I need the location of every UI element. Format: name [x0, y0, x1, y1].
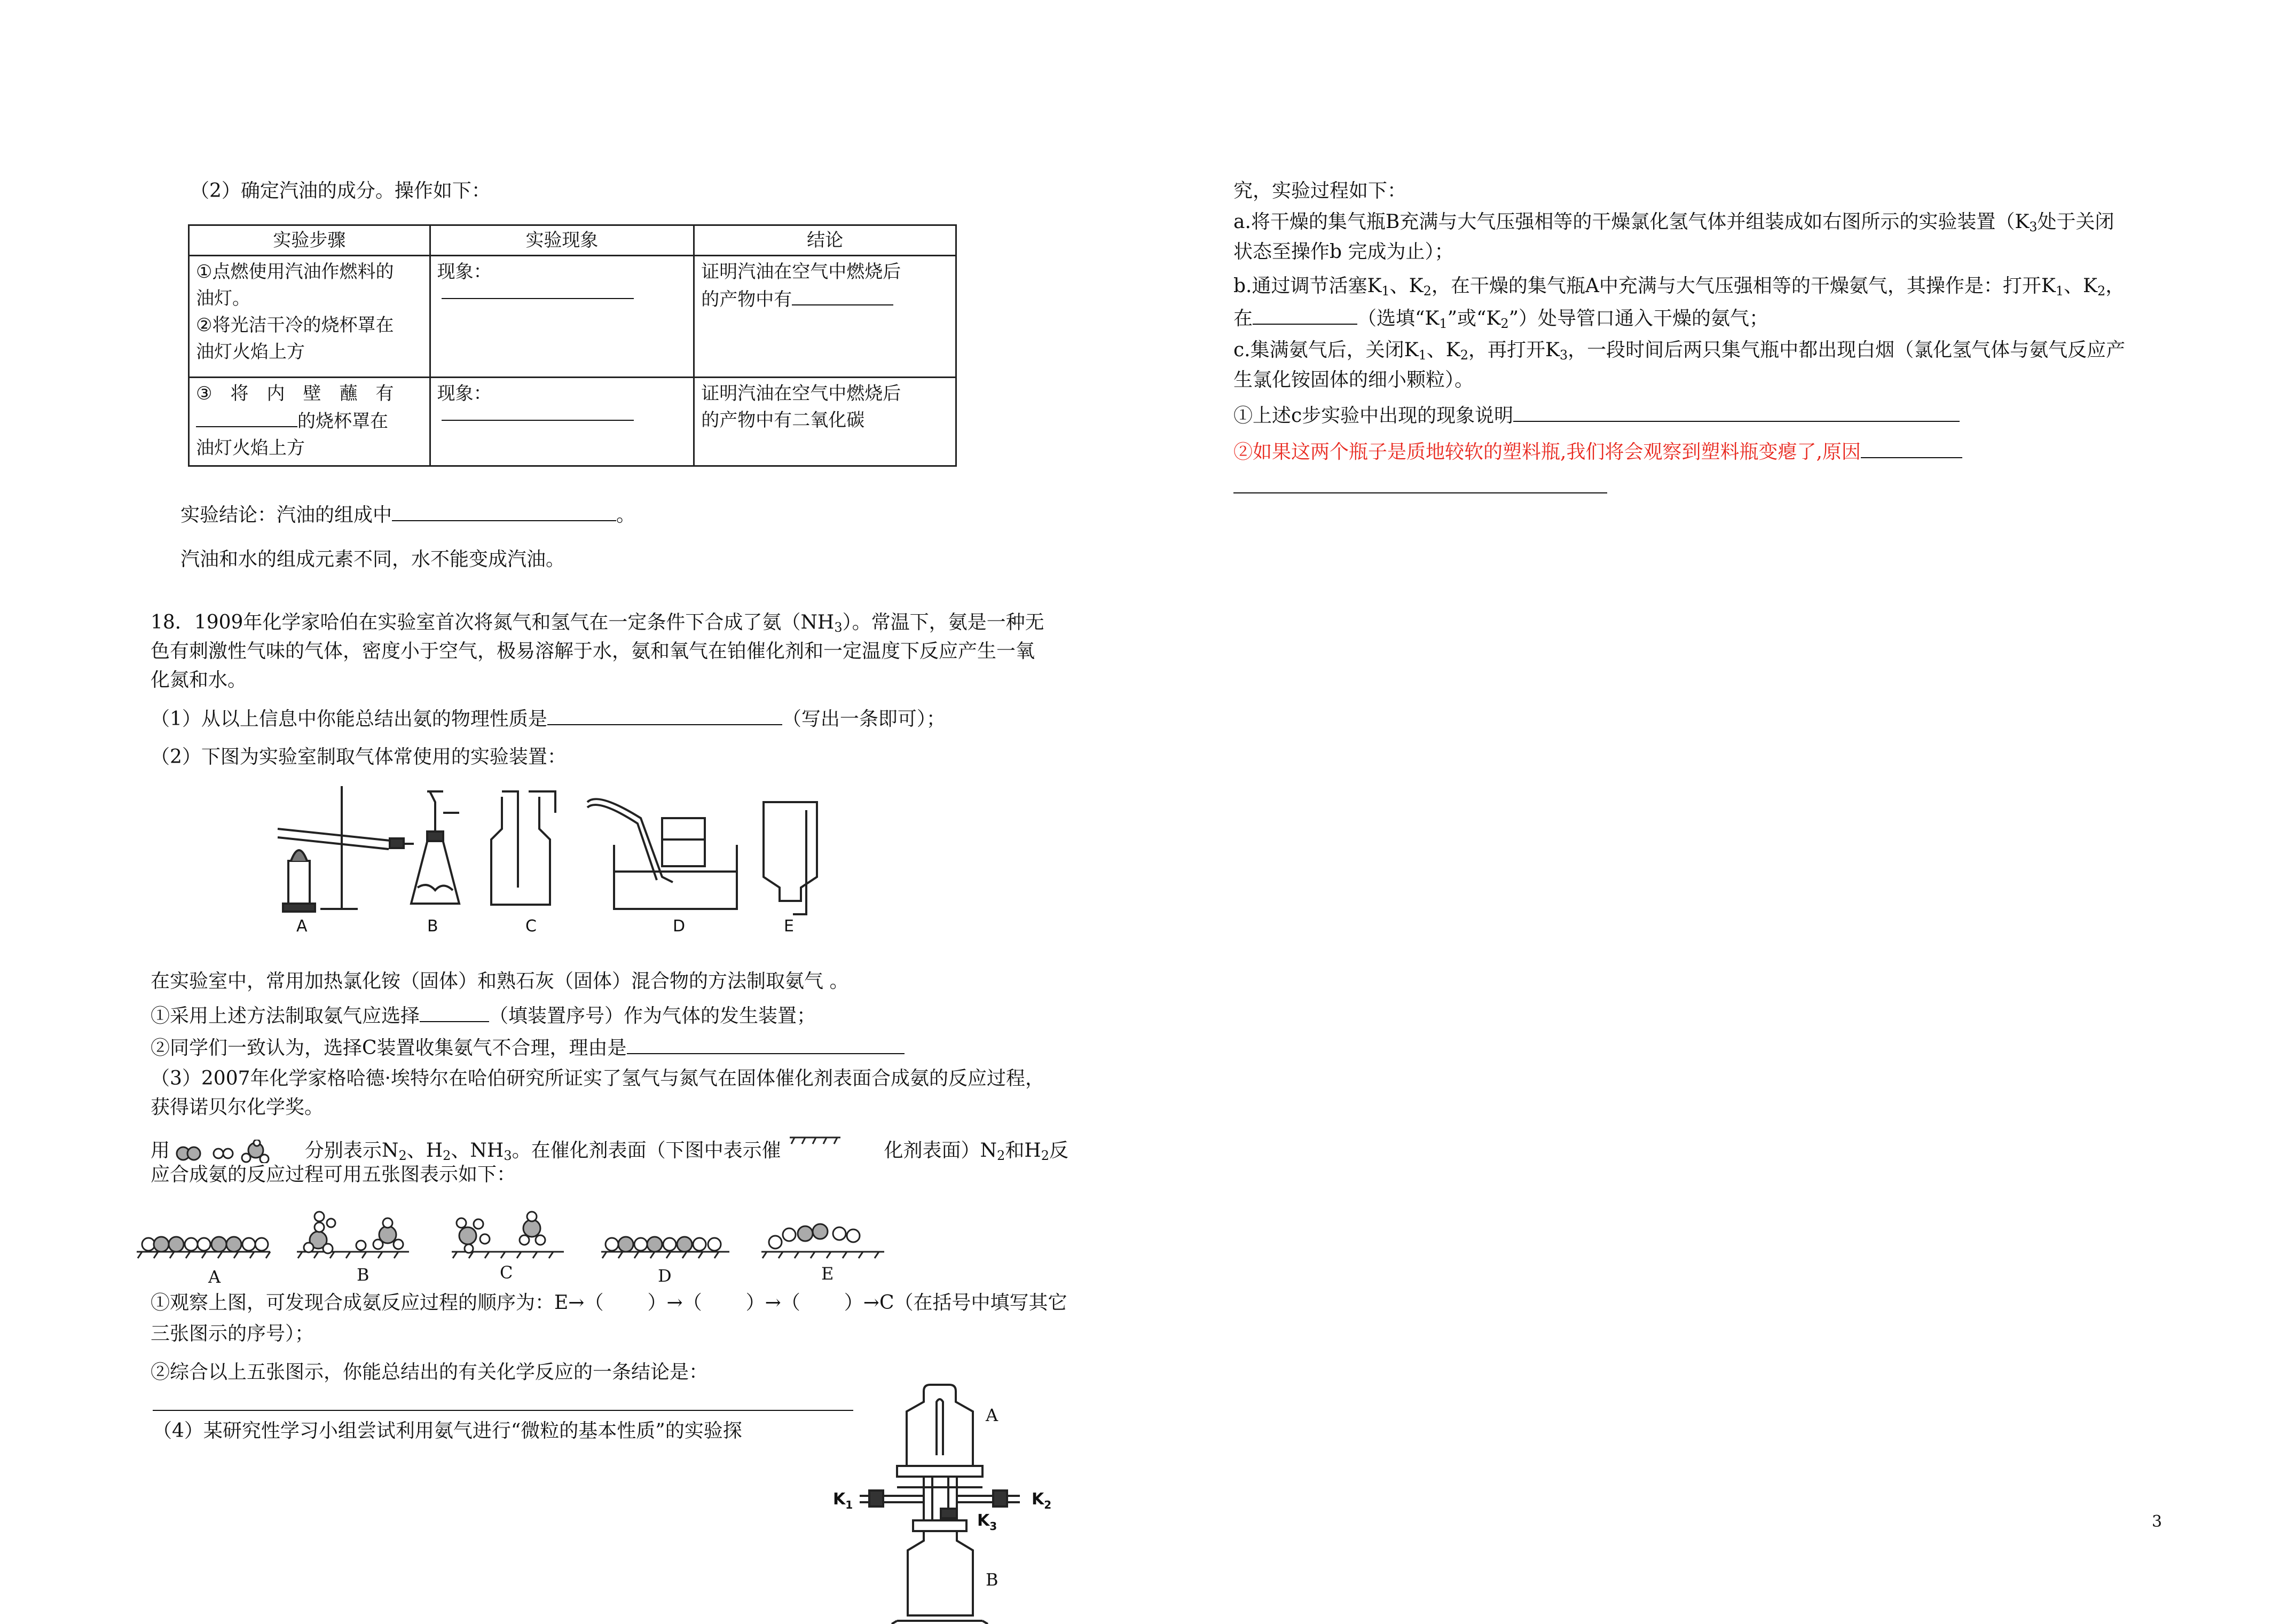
answer-blank[interactable] [792, 285, 893, 305]
step-b [1233, 304, 1768, 336]
answer-blank[interactable] [1861, 438, 1962, 458]
text: ， [2105, 275, 2125, 297]
experiment-table [188, 224, 957, 467]
table-cell-text: 现象： [437, 383, 492, 404]
subscript: 2 [1460, 348, 1468, 363]
subscript: 3 [1559, 348, 1568, 363]
q18-1 [151, 705, 946, 732]
table-cell-text: 油灯火焰上方 [196, 341, 305, 363]
text: ）。常温下，氨是一种无 [842, 611, 1044, 633]
text: 在 [1233, 308, 1253, 329]
table-cell-text: 证明汽油在空气中燃烧后 [701, 261, 901, 283]
text: 分别表示N [304, 1140, 399, 1162]
text: ①采用上述方法制取氨气应选择 [151, 1005, 420, 1027]
text: ）→（ [745, 1292, 800, 1314]
svg-text:K2 [1032, 1490, 1051, 1511]
text: 18．1909年化学家哈伯在实验室首次将氮气和氢气在一定条件下合成了氨（NH [151, 611, 835, 633]
experiment-conclusion [180, 501, 635, 528]
table-cell-text: 油灯。 [196, 288, 250, 309]
text: （填装置序号）作为气体的发生装置； [489, 1005, 816, 1027]
gas-bottle-device-figure [817, 1380, 1105, 1624]
text: c.集满氨气后，关闭K [1233, 339, 1419, 361]
svg-text:K1 [833, 1490, 853, 1511]
table-cell-text: 的产物中有二氧化碳 [701, 410, 865, 431]
step-a [1233, 209, 2114, 240]
subscript: 2 [2097, 284, 2106, 299]
answer-blank[interactable] [1513, 402, 1960, 422]
table-cell-text: ②将光洁干冷的烧杯罩在 [196, 315, 394, 336]
text: ）→C（在括号中填写其它 [844, 1292, 1067, 1314]
surface-hatching [138, 1252, 879, 1258]
device-label: K [1032, 1490, 1044, 1509]
table-header: 结论 [694, 225, 956, 256]
answer-blank[interactable] [420, 1002, 489, 1022]
text: ，在干燥的集气瓶A中充满与大气压强相等的干燥氨气，其操作是：打开K [1431, 275, 2056, 297]
subscript: 3 [504, 1148, 512, 1163]
text: ，一段时间后两只集气瓶中都出现白烟（氯化氢气体与氨气反应产 [1568, 339, 2126, 361]
process-label: E [821, 1264, 834, 1284]
subscript: 3 [2029, 219, 2038, 234]
apparatus-label: C [525, 917, 537, 936]
apparatus-c-icon [491, 791, 555, 905]
subscript: 2 [1423, 284, 1432, 299]
process-label: D [658, 1266, 672, 1286]
q18-intro: 化氮和水。 [151, 669, 247, 691]
text: a.将干燥的集气瓶B充满与大气压强相等的干燥氯化氢气体并组装成如右图所示的实验装置（K [1233, 211, 2030, 233]
valve-k2-icon [993, 1490, 1007, 1507]
text: ”）处导管口通入干燥的氨气； [1508, 308, 1769, 329]
process-d-icon [606, 1237, 721, 1252]
q18-intro: 色有刺激性气味的气体，密度小于空气，极易溶解于水，氨和氧气在铂催化剂和一定温度下反应产生一氧 [151, 640, 1035, 662]
q18-2-1 [151, 1002, 816, 1029]
text: 。 [616, 504, 636, 526]
text: （1）从以上信息中你能总结出氨的物理性质是 [151, 708, 547, 730]
apparatus-b-icon [411, 791, 459, 904]
q18-3-1 [151, 1290, 1067, 1316]
q18-3: 应合成氨的反应过程可用五张图表示如下： [151, 1164, 516, 1186]
q18-2: （2）下图为实验室制取气体常使用的实验装置： [151, 746, 567, 768]
apparatus-label: B [427, 917, 438, 936]
subscript: 2 [1500, 316, 1509, 331]
subscript: 2 [997, 1148, 1005, 1163]
right-line: 究，实验过程如下： [1233, 180, 1407, 202]
table-cell-text: 的产物中有 [701, 289, 792, 310]
text: 和H [1005, 1140, 1041, 1162]
table-cell-text: 油灯火焰上方 [196, 437, 305, 459]
apparatus-label: A [296, 917, 308, 936]
subscript: 3 [834, 620, 843, 635]
apparatus-d-icon [587, 799, 737, 909]
device-label: K [833, 1490, 846, 1509]
table-cell-text: 的烧杯罩在 [297, 411, 388, 432]
text: ①上述c步实验中出现的现象说明 [1233, 405, 1514, 427]
step-b [1233, 273, 2125, 304]
text: （选填“K [1357, 308, 1440, 329]
text: 、H [406, 1140, 443, 1162]
reaction-process-figure [137, 1202, 895, 1292]
text: ，再打开K [1468, 339, 1560, 361]
table-cell-text: 证明汽油在空气中燃烧后 [701, 383, 901, 404]
text: 。在催化剂表面（下图中表示催 [512, 1140, 781, 1162]
q2-title: （2）确定汽油的成分。操作如下： [190, 180, 491, 202]
table-cell-text: 现象： [437, 261, 492, 283]
q18-3: 获得诺贝尔化学奖。 [151, 1096, 324, 1118]
device-label: A [986, 1405, 998, 1425]
valve-k3-icon [941, 1509, 957, 1518]
process-a-icon [142, 1237, 268, 1252]
lab-method: 在实验室中，常用加热氯化铵（固体）和熟石灰（固体）混合物的方法制取氨气 。 [151, 970, 849, 992]
table-header: 实验步骤 [189, 225, 430, 256]
apparatus-a-icon [278, 786, 414, 912]
q18-3: （3）2007年化学家格哈德·埃特尔在哈伯研究所证实了氢气与氮气在固体催化剂表面合成氨的反应过程， [151, 1068, 1044, 1089]
answer-blank[interactable] [1253, 304, 1357, 325]
answer-blank[interactable] [627, 1034, 905, 1054]
process-b-icon [304, 1212, 403, 1253]
svg-text:K3 [977, 1511, 997, 1533]
answer-line[interactable] [153, 1410, 853, 1411]
process-label: C [500, 1262, 513, 1283]
table-cell-text: ①点燃使用汽油作燃料的 [196, 261, 394, 283]
apparatus-label: E [784, 917, 794, 936]
valve-k1-icon [869, 1490, 883, 1507]
process-c-icon [457, 1212, 545, 1253]
text: 处于关闭 [2037, 211, 2114, 233]
answer-blank[interactable] [392, 501, 616, 521]
bottle-b-icon [908, 1531, 973, 1615]
process-label: A [208, 1267, 221, 1287]
subscript: 1 [1439, 316, 1448, 331]
subscript: 2 [443, 1148, 451, 1163]
q18-3-2: ②综合以上五张图示，你能总结出的有关化学反应的一条结论是： [151, 1361, 709, 1383]
subscript: 1 [2055, 284, 2064, 299]
page-number: 3 [2152, 1512, 2163, 1531]
answer-blank[interactable] [442, 287, 634, 299]
bottle-a-icon [907, 1385, 973, 1466]
question-1 [1233, 402, 1960, 429]
text: 化剂表面）N [884, 1140, 997, 1162]
gasoline-note: 汽油和水的组成元素不同，水不能变成汽油。 [180, 548, 565, 570]
process-e-icon [769, 1224, 860, 1249]
device-label: 3 [989, 1520, 997, 1533]
table-cell-text: ③ 将 内 壁 蘸 有 [196, 383, 394, 404]
text: 、K [2064, 275, 2097, 297]
table-row [189, 378, 956, 466]
device-label: B [986, 1570, 998, 1590]
text: ②同学们一致认为，选择C装置收集氨气不合理，理由是 [151, 1037, 627, 1059]
q18-intro [151, 610, 1044, 640]
device-label: 1 [845, 1499, 853, 1511]
text: 实验结论：汽油的组成中 [180, 504, 392, 526]
text: b.通过调节活塞K [1233, 275, 1382, 297]
text: ”或“K [1447, 308, 1501, 329]
answer-line[interactable] [1233, 492, 1607, 493]
table-row [189, 256, 956, 378]
text: 、NH [451, 1140, 504, 1162]
device-label: K [977, 1511, 990, 1530]
catalyst-surface-icon [787, 1133, 846, 1155]
device-label: 2 [1044, 1499, 1052, 1511]
molecule-legend-icon [176, 1140, 298, 1163]
text: ②如果这两个瓶子是质地较软的塑料瓶,我们将会观察到塑料瓶变瘪了,原因 [1233, 441, 1861, 463]
step-c [1233, 338, 2125, 368]
lab-apparatus-figure [267, 781, 844, 936]
text: ）→（ [647, 1292, 702, 1314]
question-2 [1233, 438, 1962, 465]
answer-blank[interactable] [547, 705, 782, 725]
q18-4: （4）某研究性学习小组尝试利用氨气进行“微粒的基本性质”的实验探 [153, 1420, 742, 1442]
step-c: 生氯化铵固体的细小颗粒）。 [1233, 369, 1474, 391]
text: 、K [1426, 339, 1460, 361]
step-a: 状态至操作b 完成为止）； [1233, 241, 1454, 263]
text: （写出一条即可）； [782, 708, 946, 730]
text: 、K [1389, 275, 1424, 297]
text: 反 [1049, 1140, 1069, 1162]
q18-2-2 [151, 1034, 905, 1061]
text: 用 [151, 1140, 170, 1162]
apparatus-e-icon [764, 802, 817, 914]
text: ①观察上图，可发现合成氨反应过程的顺序为：E→（ [151, 1292, 604, 1314]
subscript: 1 [1381, 284, 1390, 299]
answer-blank[interactable] [442, 409, 634, 421]
table-header: 实验现象 [430, 225, 694, 256]
subscript: 2 [1041, 1148, 1049, 1163]
subscript: 1 [1418, 348, 1427, 363]
subscript: 2 [398, 1148, 407, 1163]
process-label: B [357, 1265, 369, 1285]
apparatus-label: D [673, 917, 686, 936]
answer-blank[interactable] [196, 407, 297, 427]
q18-3-1: 三张图示的序号）； [151, 1323, 314, 1345]
